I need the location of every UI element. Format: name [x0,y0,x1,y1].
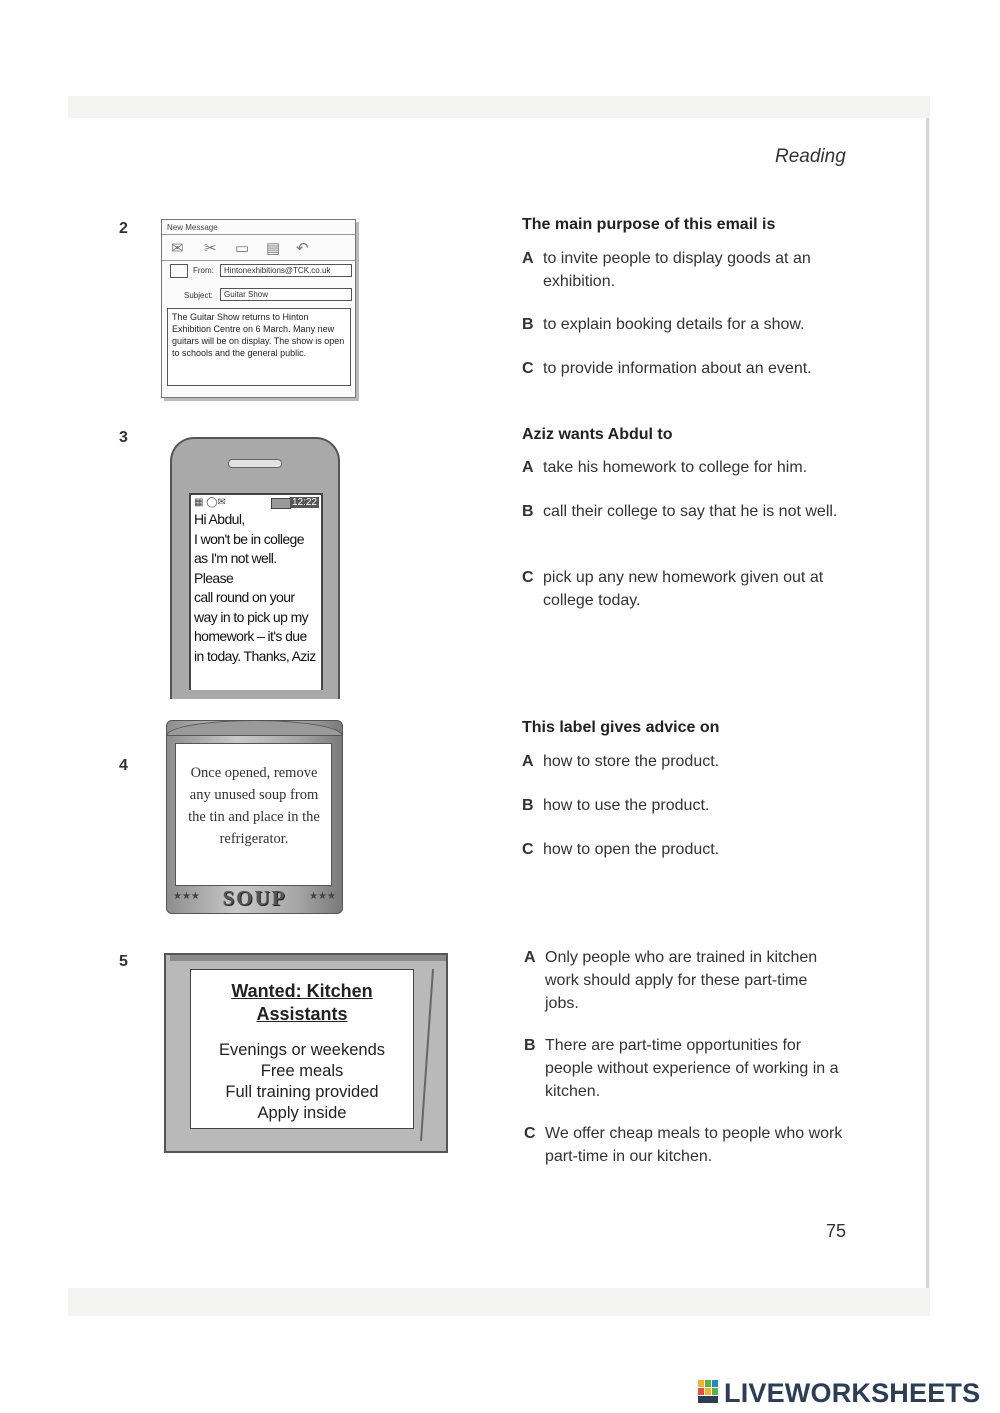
question-4-option-b[interactable] [522,794,842,817]
question-2-stem: The main purpose of this email is [522,216,776,233]
option-letter: C [522,360,534,377]
tin-label-text: Once opened, remove any unused soup from the tin and place in the refrigerator. [188,765,320,847]
email-from-label: From: [193,266,214,275]
notice-title [191,980,413,1026]
option-text: take his homework to college for him. [543,459,808,476]
undo-icon: ↶ [296,240,309,257]
tin-lid [166,720,343,736]
option-letter: B [522,316,534,333]
question-2-number: 2 [119,220,128,237]
option-letter: A [522,753,534,770]
email-toolbar-divider [162,260,355,261]
email-titlebar-divider [162,234,355,235]
email-subject-label: Subject: [184,291,213,300]
logo-text: LIVEWORKSHEETS [724,1378,981,1408]
option-letter: C [524,1125,536,1142]
notice-line-1: Evenings or weekends [218,1041,385,1059]
question-2-option-a[interactable] [522,247,842,293]
notice-board [164,953,448,1153]
kitchen-notice [190,969,414,1129]
question-4-number: 4 [119,757,128,774]
option-letter: A [522,250,534,267]
question-4-stem: This label gives advice on [522,719,720,736]
board-edge [420,969,434,1141]
star-decoration-icon: ★★★ [309,891,336,902]
email-body: The Guitar Show returns to Hinton Exhibition Centre on 6 March. Many new guitars will be on display. The show is open to schools and the general public. [167,308,351,386]
question-3-option-a[interactable] [522,456,842,479]
question-3-option-c[interactable] [522,566,842,612]
option-text: We offer cheap meals to people who work part-time in our kitchen. [545,1125,843,1165]
section-title: Reading [775,146,846,167]
mobile-phone [170,437,340,699]
option-text: to invite people to display goods at an exhibition. [543,250,811,290]
notice-title-line2: Assistants [256,1004,348,1024]
address-book-icon [170,264,188,278]
worksheet-logo-icon [698,1380,718,1404]
phone-speaker [228,459,282,468]
option-text: how to store the product. [543,753,720,770]
board-top-shadow [170,955,446,961]
question-2-option-c[interactable] [522,357,842,380]
question-4-option-c[interactable] [522,838,842,861]
cut-icon: ✂ [204,240,217,257]
option-letter: C [522,569,534,586]
email-subject-field: Guitar Show [220,288,352,301]
option-text: to explain booking details for a show. [543,316,805,333]
option-letter: C [522,841,534,858]
tin-brand: SOUP [222,886,287,910]
text-message: Hi Abdul, I won't be in college as I'm not well. Please call round on your way in to pick up my homework – it's due in today. Thanks, Aziz [194,511,316,664]
notice-line-3: Full training provided [225,1083,379,1101]
option-text: There are part-time opportunities for people without experience of working in a kitchen. [545,1037,839,1100]
option-text: to provide information about an event. [543,360,812,377]
question-3-number: 3 [119,429,128,446]
option-text: call their college to say that he is not well. [543,503,838,520]
option-letter: A [522,459,534,476]
option-text: how to use the product. [543,797,710,814]
email-window-title: New Message [167,223,218,232]
option-letter: B [524,1037,536,1054]
question-3-stem: Aziz wants Abdul to [522,426,673,443]
tin-label [175,743,332,886]
phone-screen [189,493,323,690]
phone-clock: 12:22 [291,497,317,508]
notice-line-4: Apply inside [257,1104,347,1122]
question-5-option-b[interactable] [524,1034,844,1103]
email-from-field: Hintonexhibitions@TCK.co.uk [220,264,352,277]
signal-icon: ▦ ◯✉ [194,497,226,508]
question-5-number: 5 [119,953,128,970]
copy-icon: ▭ [235,240,250,257]
question-3-option-b[interactable] [522,500,842,523]
soup-tin [166,720,343,914]
send-icon: ✉ [171,240,184,257]
email-window [161,219,356,398]
paste-icon: ▤ [266,240,281,257]
option-text: Only people who are trained in kitchen work should apply for these part-time jobs. [545,949,818,1012]
notice-line-2: Free meals [260,1062,344,1080]
page-number: 75 [826,1221,847,1241]
battery-icon [271,498,291,509]
question-5-option-c[interactable] [524,1122,844,1168]
question-2-option-b[interactable] [522,313,842,336]
question-4-option-a[interactable] [522,750,842,773]
option-letter: B [522,503,534,520]
option-letter: B [522,797,534,814]
option-letter: A [524,949,536,966]
question-5-option-a[interactable] [524,946,844,1015]
notice-title-line1: Wanted: Kitchen [231,981,373,1001]
option-text: pick up any new homework given out at college today. [543,569,824,609]
option-text: how to open the product. [543,841,720,858]
star-decoration-icon: ★★★ [173,891,200,902]
